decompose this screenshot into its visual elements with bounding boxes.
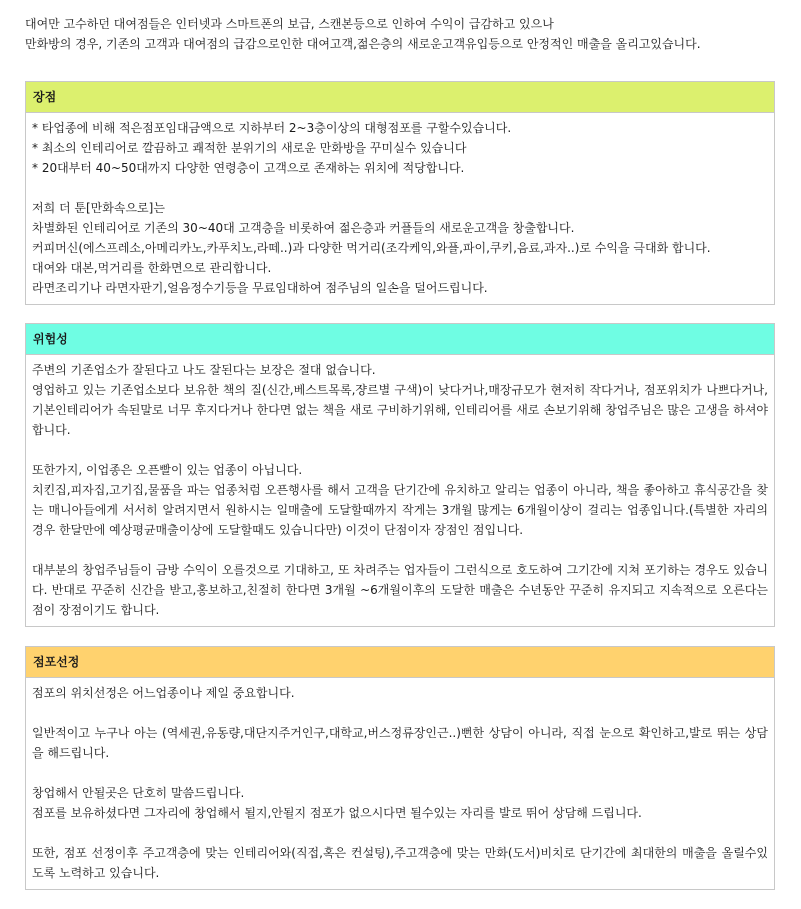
location-section (25, 646, 775, 890)
risk-paragraph-2-lead: 또한가지, 이업종은 오픈빨이 있는 업종이 아닙니다. (32, 463, 303, 477)
risk-paragraph-1: 영업하고 있는 기존업소보다 보유한 책의 질(신간,베스트목록,쟝르별 구색)이 낮다거나,매장규모가 현저히 작다거나, 점포위치가 나쁘다거나, 기본인테리어가 속된말로 너무 후지다거나 한다면 없는 책을 새로 구비하기위해, 인테리어를 새로 손보기위해 창업주님은 많은 고생을 하셔야 합니다. (32, 383, 768, 437)
advantages-body (26, 113, 774, 304)
paragraph-gap (32, 703, 768, 723)
advantage-bullet: * 타업종에 비해 적은점포임대금액으로 지하부터 2~3층이상의 대형점포를 구할수있습니다. (32, 121, 512, 135)
risk-paragraph-3: 대부분의 창업주님들이 금방 수익이 오를것으로 기대하고, 또 차려주는 업자들이 그런식으로 호도하여 그기간에 지쳐 포기하는 경우도 있습니다. 반대로 꾸준히 신간을 받고,홍보하고,친절히 한다면 3개월 ~6개월이후의 도달한 매출은 수년동안 꾸준히 유지되고 지속적으로 오른다는 점이 장점이기도 합니다. (32, 563, 768, 617)
paragraph-gap (32, 178, 768, 198)
advantage-line: 라면조리기나 라면자판기,얼음정수기등을 무료임대하여 점주님의 일손을 덜어드립니다. (32, 281, 488, 295)
paragraph-gap (32, 823, 768, 843)
location-paragraph-4: 또한, 점포 선정이후 주고객층에 맞는 인테리어와(직접,혹은 컨설팅),주고객층에 맞는 만화(도서)비치로 단기간에 최대한의 매출을 올릴수있도록 노력하고 있습니다. (32, 846, 768, 880)
advantage-bullet: * 최소의 인테리어로 깔끔하고 쾌적한 분위기의 새로운 만화방을 꾸미실수 있습니다 (32, 141, 467, 155)
intro-text (25, 0, 775, 66)
advantages-header: 장점 (26, 82, 774, 113)
location-line-1: 점포의 위치선정은 어느업종이나 제일 중요합니다. (32, 686, 295, 700)
page-content (25, 0, 775, 880)
advantage-line: 커피머신(에스프레소,아메리카노,카푸치노,라떼..)과 다양한 먹거리(조각케익,와플,파이,쿠키,음료,과자..)로 수익을 극대화 합니다. (32, 241, 711, 255)
advantage-line: 차별화된 인테리어로 기존의 30~40대 고객층을 비롯하여 젊은층과 커플들의 새로운고객을 창출합니다. (32, 221, 575, 235)
risks-header: 위험성 (26, 324, 774, 355)
advantage-bullet: * 20대부터 40~50대까지 다양한 연령층이 고객으로 존재하는 위치에 적당합니다. (32, 161, 465, 175)
risks-body (26, 355, 774, 626)
location-line-3b: 점포를 보유하셨다면 그자리에 창업해서 될지,안될지 점포가 없으시다면 될수있는 자리를 발로 뛰어 상담해 드립니다. (32, 806, 642, 820)
risks-section (25, 323, 775, 627)
intro-line-1: 대여만 고수하던 대여점들은 인터넷과 스마트폰의 보급, 스캔본등으로 인하여 수익이 급감하고 있으나 (25, 17, 554, 31)
advantage-line: 저희 더 툰[만화속으로]는 (32, 201, 165, 215)
risk-paragraph-1-lead: 주변의 기존업소가 잘된다고 나도 잘된다는 보장은 절대 없습니다. (32, 363, 376, 377)
paragraph-gap (32, 763, 768, 783)
intro-line-2: 만화방의 경우, 기존의 고객과 대여점의 급감으로인한 대여고객,젊은층의 새로운고객유입등으로 안정적인 매출을 올리고있습니다. (25, 37, 701, 51)
paragraph-gap (32, 540, 768, 560)
advantages-section (25, 81, 775, 305)
location-line-3a: 창업해서 안될곳은 단호히 말씀드립니다. (32, 786, 245, 800)
paragraph-gap (32, 440, 768, 460)
location-body (26, 678, 774, 889)
risk-paragraph-2: 치킨집,피자집,고기집,물품을 파는 업종처럼 오픈행사를 해서 고객을 단기간에 유치하고 알리는 업종이 아니라, 책을 좋아하고 휴식공간을 찾는 매니아들에게 서서히 알려지면서 원하시는 일매출에 도달할때까지 작게는 3개월 많게는 6개월이상이 걸리는 업종입니다.(특별한 자리의 경우 한달만에 예상평균매출이상에 도달할때도 있습니다만) 이것이 단점이자 장점인 점입니다. (32, 483, 768, 537)
advantage-line: 대여와 대본,먹거리를 한화면으로 관리합니다. (32, 261, 272, 275)
location-header: 점포선정 (26, 647, 774, 678)
location-paragraph-2: 일반적이고 누구나 아는 (역세권,유동량,대단지주거인구,대학교,버스정류장인근..)뻔한 상담이 아니라, 직접 눈으로 확인하고,발로 뛰는 상담을 해드립니다. (32, 726, 768, 760)
